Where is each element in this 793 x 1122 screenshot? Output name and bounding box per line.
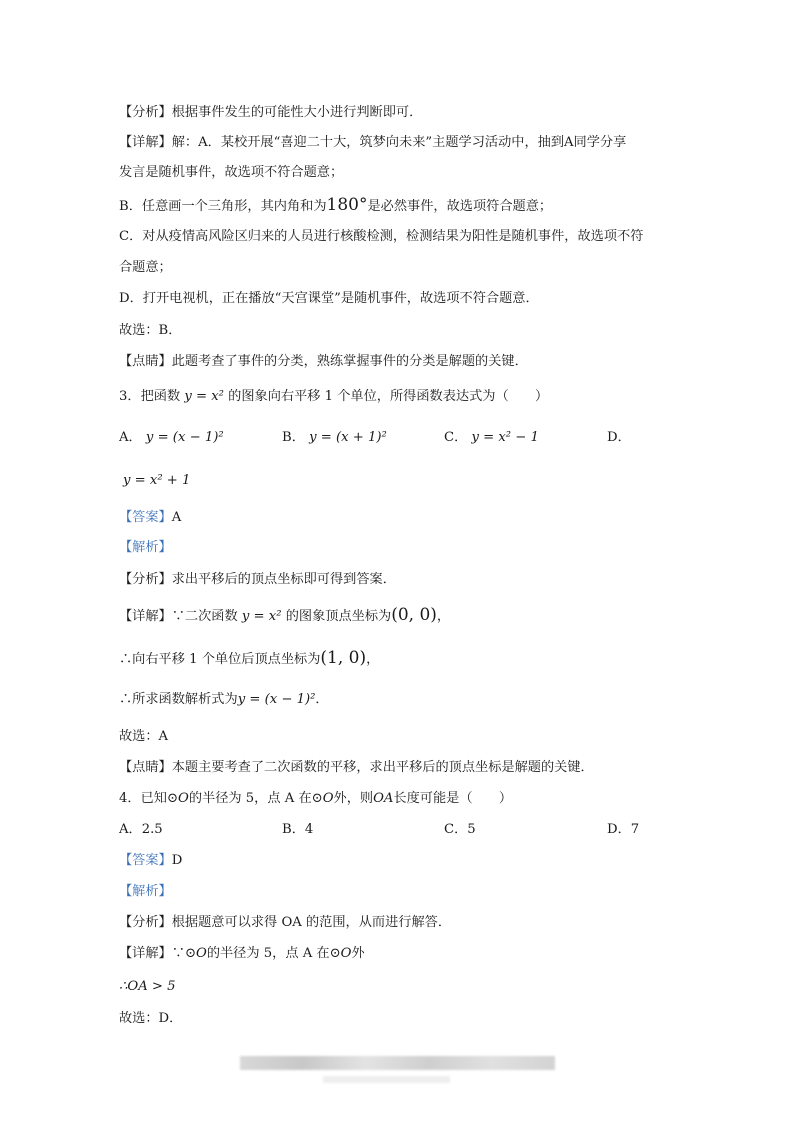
q3-fenxi: 【分析】求出平移后的顶点坐标即可得到答案． bbox=[119, 572, 396, 587]
q4-option-b: B．4 bbox=[282, 822, 314, 837]
choose-line: 故选：B． bbox=[119, 323, 182, 338]
detail-line: 【详解】解：A．某校开展“喜迎二十大，筑梦向未来”主题学习活动中，抽到A同学分享 bbox=[119, 135, 627, 150]
q4-analysis-tag: 【解析】 bbox=[119, 884, 172, 899]
q3-step2: ∴向右平移 1 个单位后顶点坐标为(1, 0)， bbox=[119, 648, 380, 668]
q3-option-b: B． y = (x + 1)² bbox=[282, 430, 387, 445]
q4-option-d: D．7 bbox=[607, 822, 640, 837]
q4-xiangjie: 【详解】∵⊙O的半径为 5，点 A 在⊙O外 bbox=[119, 946, 365, 961]
q3-xiangjie: 【详解】∵二次函数 y = x² 的图象顶点坐标为(0, 0)， bbox=[119, 605, 451, 625]
option-c-line-cont: 合题意； bbox=[119, 260, 172, 275]
q4-option-a: A．2.5 bbox=[119, 822, 163, 837]
comment-line: 【点睛】此题考查了事件的分类，熟练掌握事件的分类是解题的关键． bbox=[119, 354, 528, 369]
option-c-line: C．对从疫情高风险区归来的人员进行核酸检测，检测结果为阳性是随机事件，故选项不符 bbox=[119, 229, 644, 244]
q3-option-d-label: D． bbox=[607, 430, 631, 445]
q4-answer: 【答案】D bbox=[119, 853, 183, 868]
q4-stem: 4．已知⊙O的半径为 5，点 A 在⊙O外，则OA长度可能是（ ） bbox=[119, 791, 513, 806]
q3-option-a: A． y = (x − 1)² bbox=[119, 430, 224, 445]
q4-fenxi: 【分析】根据题意可以求得 OA 的范围，从而进行解答． bbox=[119, 915, 452, 930]
detail-line-cont: 发言是随机事件，故选项不符合题意； bbox=[119, 165, 344, 180]
q3-choose: 故选：A bbox=[119, 729, 169, 744]
q3-stem-math: y = x² bbox=[184, 389, 224, 404]
q3-option-d: y = x² + 1 bbox=[123, 473, 191, 488]
analysis-line: 【分析】根据事件发生的可能性大小进行判断即可． bbox=[119, 105, 423, 120]
q4-choose: 故选：D． bbox=[119, 1011, 183, 1026]
option-d-line: D．打开电视机，正在播放“天宫课堂”是随机事件，故选项不符合题意． bbox=[119, 291, 539, 306]
q4-option-c: C．5 bbox=[444, 822, 476, 837]
math-180: 180° bbox=[326, 195, 368, 215]
q3-comment: 【点睛】本题主要考查了二次函数的平移，求出平移后的顶点坐标是解题的关键． bbox=[119, 760, 594, 775]
blurred-footer bbox=[240, 1056, 555, 1070]
q3-option-c: C． y = x² − 1 bbox=[444, 430, 539, 445]
q3-answer: 【答案】A bbox=[119, 510, 182, 525]
q3-step3: ∴所求函数解析式为y = (x − 1)²． bbox=[119, 692, 329, 707]
q4-step2: ∴OA > 5 bbox=[119, 979, 176, 994]
blurred-footer-line bbox=[323, 1076, 450, 1083]
option-b-line: B．任意画一个三角形，其内角和为180°是必然事件，故选项符合题意； bbox=[119, 195, 553, 215]
q3-analysis-tag: 【解析】 bbox=[119, 540, 172, 555]
q3-stem: 3．把函数 y = x² 的图象向右平移 1 个单位，所得函数表达式为（ ） bbox=[119, 389, 549, 404]
